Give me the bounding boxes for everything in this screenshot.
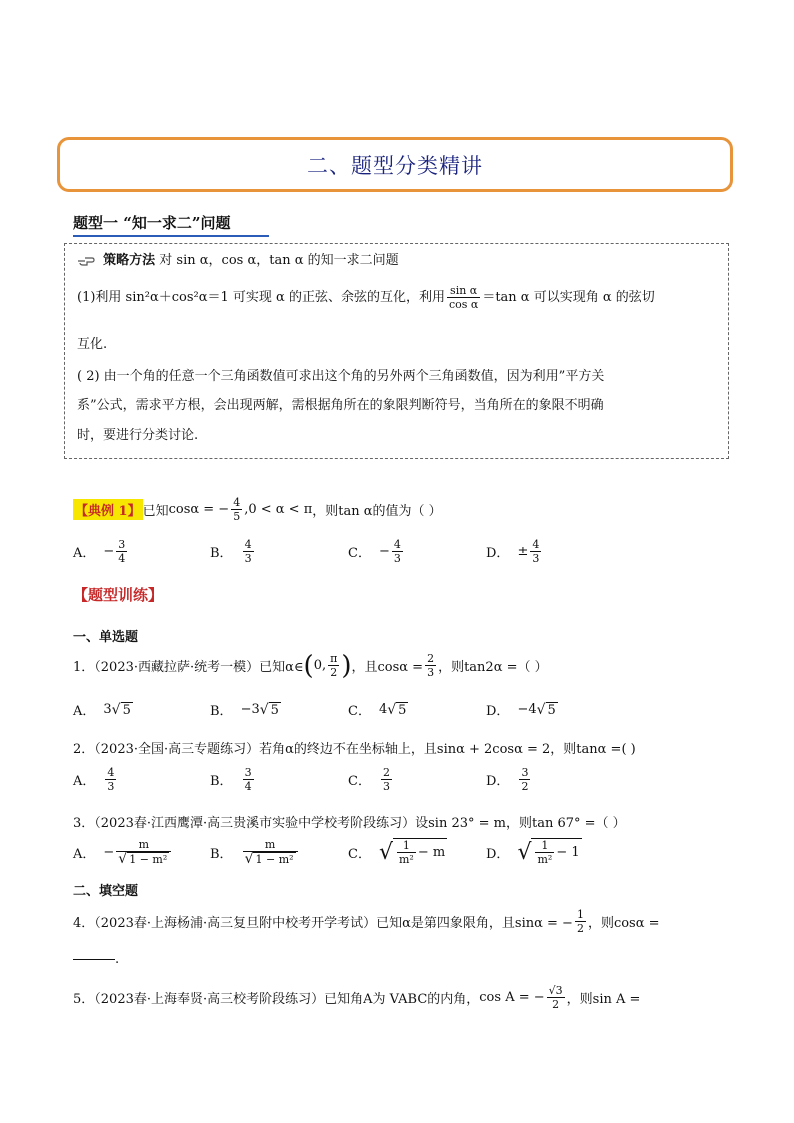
example-option-a[interactable]: A． − $\frac{3}{4}$ (73, 538, 126, 565)
q2-option-c[interactable]: C． $\frac{2}{3}$ (348, 766, 390, 793)
example-option-b[interactable]: B． $\frac{4}{3}$ (210, 538, 252, 565)
strategy-p2-line2: 系”公式，需求平方根，会出现两解，需根据角所在的象限判断符号，当角所在的象限不明确 (77, 398, 604, 413)
section-single-choice: 一、单选题 (73, 630, 139, 645)
type-heading: 题型一 “知一求二”问题 (73, 212, 230, 233)
example-1: 【典例 1】 已知 cosα = − $\frac{4}{5}$ ,0 < α < π ，则tan α的值为（ ） (75, 496, 442, 523)
strategy-p1-end: 互化. (77, 337, 108, 352)
sin-over-cos-fraction: $\frac{\text{sin α}}{\text{cos α}}$ (448, 284, 479, 311)
strategy-p2-line3: 时，要进行分类讨论. (77, 428, 199, 443)
question-2: 2．（2023·全国·高三专题练习）若角α的终边不在坐标轴上，且sinα + 2cosα = 2，则tanα =( ) (73, 742, 636, 757)
question-1: 1．（2023·西藏拉萨·统考一模）已知α∈ ( 0, $\frac{\pi}{2}$ ) ，且cosα = $\frac{2}{3}$ ，则tan2α =（ ） (73, 650, 548, 681)
q1-option-d[interactable]: D． −4 √ 5 (486, 701, 556, 719)
example-option-c[interactable]: C． − $\frac{4}{3}$ (348, 538, 401, 565)
q1-option-c[interactable]: C． 4 √ 5 (348, 701, 407, 719)
example-option-d[interactable]: D． ± $\frac{4}{3}$ (486, 538, 540, 565)
q3-option-d[interactable]: D． √ $\frac{1}{\text{m²}}$ − 1 (486, 839, 580, 866)
q2-option-d[interactable]: D． $\frac{3}{2}$ (486, 766, 529, 793)
training-heading: 【题型训练】 (73, 586, 164, 604)
strategy-p2-line1: ( 2) 由一个角的任意一个三角函数值可求出这个角的另外两个三角函数值，因为利用”平方关 (77, 369, 605, 384)
strategy-box (64, 243, 729, 459)
q2-option-b[interactable]: B． $\frac{3}{4}$ (210, 766, 252, 793)
example-tag: 【典例 1】 (73, 499, 143, 520)
q2-option-a[interactable]: A． $\frac{4}{3}$ (73, 766, 115, 793)
pointing-hand-icon (77, 255, 95, 267)
section-title: 二、题型分类精讲 (307, 153, 483, 178)
strategy-p1: (1)利用 sin²α＋cos²α＝1 可实现 α 的正弦、余弦的互化，利用 $\frac{\text{sin α}}{\text{cos α}}$ ＝tan α 可以实现角 α 的弦切 (77, 284, 655, 311)
section-fill-blank: 二、填空题 (73, 884, 139, 899)
question-4: 4．（2023春·上海杨浦·高三复旦附中校考开学考试）已知α是第四象限角，且sinα = − $\frac{1}{2}$ ，则cosα = (73, 908, 660, 935)
question-5: 5．（2023春·上海奉贤·高三校考阶段练习）已知角A为 VABC的内角， cos A = − $\frac{√3}{2}$ ，则sin A = (73, 984, 641, 1011)
q1-option-a[interactable]: A． 3 √ 5 (73, 701, 131, 719)
q3-option-b[interactable]: B． $\frac{m}{\text{√ 1 − m²}}$ (210, 838, 300, 866)
strategy-head-line: 策略方法 对 sin α，cos α，tan α 的知一求二问题 (77, 252, 399, 270)
q3-option-c[interactable]: C． √ $\frac{1}{\text{m²}}$ − m (348, 839, 446, 866)
section-title-box (57, 137, 733, 192)
question-4-blank[interactable]: . (73, 952, 119, 967)
q1-option-b[interactable]: B． −3 √ 5 (210, 701, 279, 719)
example-fraction: $\frac{4}{5}$ (233, 496, 241, 523)
q3-option-a[interactable]: A． − $\frac{m}{\text{√ 1 − m²}}$ (73, 838, 173, 866)
answer-blank[interactable] (73, 959, 115, 960)
question-3: 3．（2023春·江西鹰潭·高三贵溪市实验中学校考阶段练习）设sin 23° = m，则tan 67° =（ ） (73, 816, 626, 831)
strategy-label: 策略方法 (103, 253, 156, 268)
heading-underline (73, 235, 269, 237)
